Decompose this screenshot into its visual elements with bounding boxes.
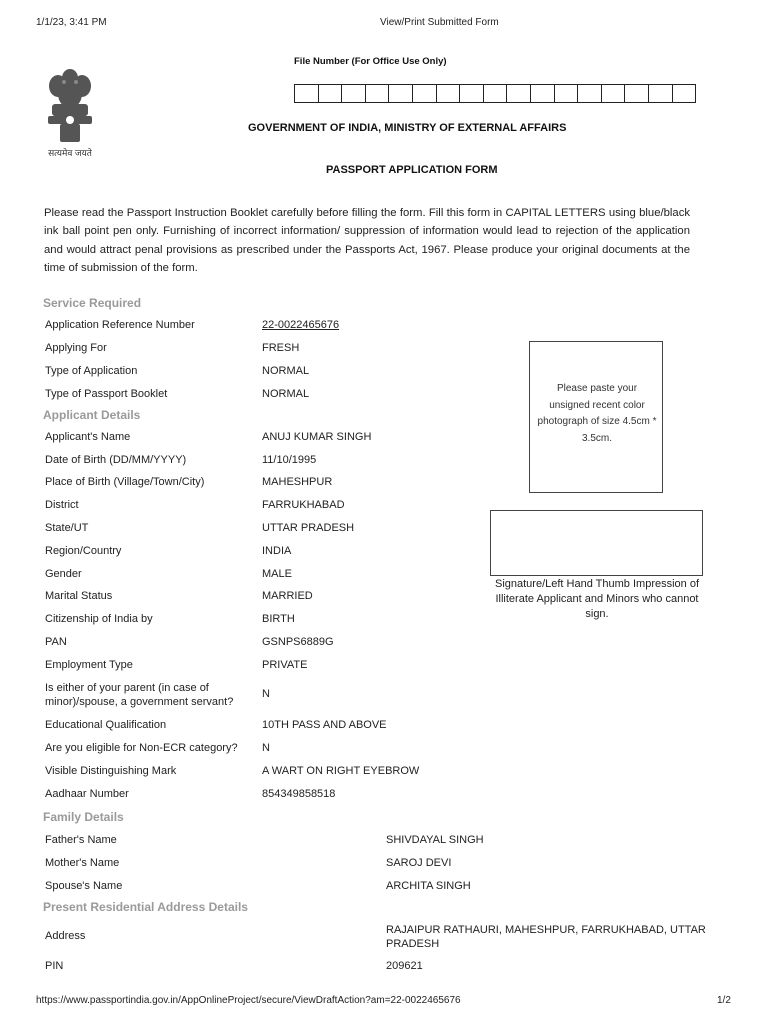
field-value: GSNPS6889G <box>262 636 334 648</box>
field-value: BIRTH <box>262 613 295 625</box>
instructions-paragraph: Please read the Passport Instruction Booklet carefully before filling the form. Fill this form in CAPITAL LETTERS using blue/black ink ball point pen only. Furnishing of incorrect information/ suppression of information would lead to rejection of the application and would attract penal provisions as prescribed under the Passports Act, 1967. Please produce your original documents at the time of submission of the form. <box>44 207 690 275</box>
field-label: PAN <box>45 636 67 648</box>
field-label: Applicant's Name <box>45 431 131 443</box>
field-value: MARRIED <box>262 590 313 602</box>
field-label: Educational Qualification <box>45 719 167 731</box>
signature-box <box>490 510 703 576</box>
field-value: ANUJ KUMAR SINGH <box>262 431 372 443</box>
field-label: Application Reference Number <box>45 319 195 331</box>
field-value: INDIA <box>262 545 292 557</box>
field-value: 854349858518 <box>262 788 336 800</box>
field-label: Type of Application <box>45 365 138 377</box>
field-label: Place of Birth (Village/Town/City) <box>45 476 205 488</box>
form-title: PASSPORT APPLICATION FORM <box>326 164 498 176</box>
field-label: Are you eligible for Non-ECR category? <box>45 742 238 754</box>
field-value: SHIVDAYAL SINGH <box>386 834 484 846</box>
field-value: NORMAL <box>262 365 310 377</box>
field-label: Father's Name <box>45 834 117 846</box>
field-label: Marital Status <box>45 590 113 602</box>
field-label: Applying For <box>45 342 107 354</box>
field-label: Region/Country <box>45 545 122 557</box>
field-value-reference-number: 22-0022465676 <box>262 319 340 331</box>
field-label: Is either of your parent (in case of minor)/spouse, a government servant? <box>45 682 234 708</box>
section-title-family: Family Details <box>43 810 124 824</box>
section-title-applicant: Applicant Details <box>43 408 141 422</box>
file-number-boxes <box>294 84 696 103</box>
field-value: N <box>262 742 270 754</box>
field-label: Gender <box>45 568 82 580</box>
field-value: 209621 <box>386 960 423 972</box>
field-value: UTTAR PRADESH <box>262 522 355 534</box>
field-value: FARRUKHABAD <box>262 499 345 511</box>
footer-url: https://www.passportindia.gov.in/AppOnlineProject/secure/ViewDraftAction?am=22-0022465676 <box>36 995 461 1006</box>
photo-box-text: Please paste your unsigned recent color photograph of size 4.5cm * 3.5cm. <box>537 383 657 444</box>
field-label: Spouse's Name <box>45 880 123 892</box>
field-label: District <box>45 499 79 511</box>
field-label: State/UT <box>45 522 89 534</box>
field-label: Type of Passport Booklet <box>45 388 168 400</box>
field-value: SAROJ DEVI <box>386 857 452 869</box>
ministry-title: GOVERNMENT OF INDIA, MINISTRY OF EXTERNAL AFFAIRS <box>248 122 567 134</box>
field-value: A WART ON RIGHT EYEBROW <box>262 765 420 777</box>
print-datetime: 1/1/23, 3:41 PM <box>36 17 107 28</box>
field-label: Visible Distinguishing Mark <box>45 765 177 777</box>
section-title-address: Present Residential Address Details <box>43 900 248 914</box>
field-label: Citizenship of India by <box>45 613 153 625</box>
field-value: FRESH <box>262 342 300 354</box>
footer-page-number: 1/2 <box>717 995 731 1006</box>
field-label: Employment Type <box>45 659 133 671</box>
field-value: NORMAL <box>262 388 310 400</box>
field-value: PRIVATE <box>262 659 308 671</box>
section-title-service: Service Required <box>43 296 142 310</box>
field-value: MAHESHPUR <box>262 476 333 488</box>
field-label: Date of Birth (DD/MM/YYYY) <box>45 454 187 466</box>
signature-box-text: Signature/Left Hand Thumb Impression of Illiterate Applicant and Minors who cannot sign. <box>494 578 700 620</box>
emblem-motto: सत्यमेव जयते <box>48 148 92 158</box>
file-number-label: File Number (For Office Use Only) <box>294 56 447 67</box>
field-value: 10TH PASS AND ABOVE <box>262 719 387 731</box>
print-title: View/Print Submitted Form <box>380 17 499 28</box>
field-value: N <box>262 688 270 700</box>
field-value: MALE <box>262 568 292 580</box>
field-label: Mother's Name <box>45 857 120 869</box>
field-value: ARCHITA SINGH <box>386 880 471 892</box>
field-label: PIN <box>45 960 64 972</box>
field-label: Aadhaar Number <box>45 788 129 800</box>
field-value-address: RAJAIPUR RATHAURI, MAHESHPUR, FARRUKHABAD, UTTAR PRADESH <box>386 924 706 950</box>
field-label: Address <box>45 930 86 942</box>
field-value: 11/10/1995 <box>262 454 317 466</box>
